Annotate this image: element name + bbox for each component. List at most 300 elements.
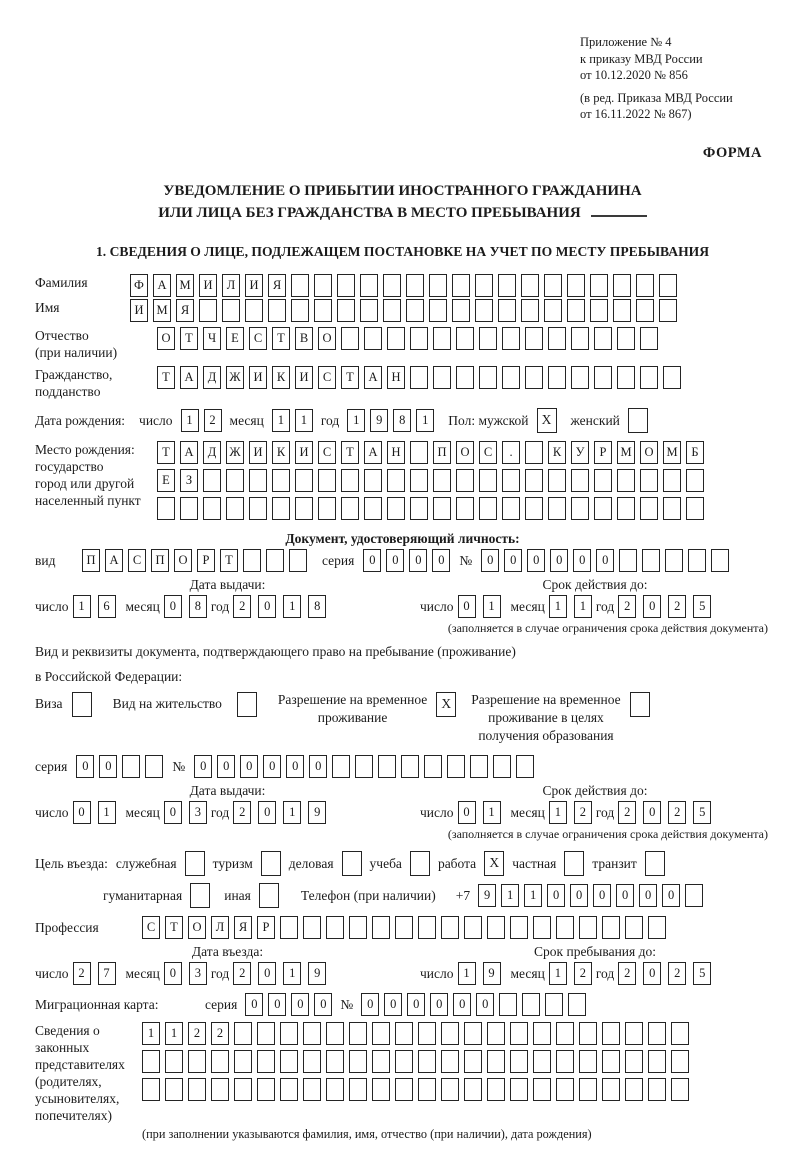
char-cell[interactable]: И <box>245 274 263 297</box>
char-cell[interactable] <box>568 993 586 1016</box>
char-cell[interactable]: 8 <box>393 409 411 432</box>
char-cell[interactable] <box>521 274 539 297</box>
char-cell[interactable] <box>203 469 221 492</box>
char-cell[interactable] <box>395 1050 413 1073</box>
char-cell[interactable]: 0 <box>291 993 309 1016</box>
char-cell[interactable] <box>602 1050 620 1073</box>
char-cell[interactable]: 1 <box>295 409 313 432</box>
char-cell[interactable] <box>383 299 401 322</box>
char-cell[interactable]: К <box>272 441 290 464</box>
char-cell[interactable]: 0 <box>662 884 680 907</box>
char-cell[interactable]: 2 <box>618 595 636 618</box>
char-cell[interactable]: У <box>571 441 589 464</box>
char-cell[interactable] <box>372 1022 390 1045</box>
char-cell[interactable]: 9 <box>478 884 496 907</box>
char-cell[interactable] <box>545 993 563 1016</box>
char-cell[interactable]: 2 <box>233 962 251 985</box>
char-cell[interactable] <box>579 1078 597 1101</box>
char-cell[interactable] <box>479 469 497 492</box>
char-cell[interactable] <box>291 299 309 322</box>
purpose-study-checkbox[interactable] <box>410 851 430 876</box>
char-cell[interactable]: 0 <box>547 884 565 907</box>
char-cell[interactable]: 0 <box>363 549 381 572</box>
char-cell[interactable]: 5 <box>693 595 711 618</box>
char-cell[interactable]: З <box>180 469 198 492</box>
char-cell[interactable] <box>326 916 344 939</box>
char-cell[interactable] <box>433 469 451 492</box>
char-cell[interactable] <box>291 274 309 297</box>
char-cell[interactable] <box>525 497 543 520</box>
char-cell[interactable] <box>590 274 608 297</box>
char-cell[interactable]: 9 <box>483 962 501 985</box>
char-cell[interactable]: 2 <box>668 801 686 824</box>
char-cell[interactable]: 0 <box>194 755 212 778</box>
char-cell[interactable] <box>289 549 307 572</box>
purpose-business-checkbox[interactable] <box>185 851 205 876</box>
char-cell[interactable] <box>510 1022 528 1045</box>
char-cell[interactable]: 0 <box>240 755 258 778</box>
char-cell[interactable] <box>410 441 428 464</box>
char-cell[interactable] <box>499 993 517 1016</box>
residence-permit-checkbox[interactable] <box>237 692 257 717</box>
char-cell[interactable]: Ф <box>130 274 148 297</box>
char-cell[interactable]: 1 <box>73 595 91 618</box>
char-cell[interactable]: 2 <box>618 801 636 824</box>
char-cell[interactable] <box>395 916 413 939</box>
char-cell[interactable]: 5 <box>693 962 711 985</box>
char-cell[interactable]: 1 <box>98 801 116 824</box>
char-cell[interactable]: 0 <box>258 595 276 618</box>
char-cell[interactable] <box>142 1050 160 1073</box>
char-cell[interactable]: 0 <box>458 801 476 824</box>
char-cell[interactable] <box>180 497 198 520</box>
char-cell[interactable] <box>487 1050 505 1073</box>
char-cell[interactable] <box>360 274 378 297</box>
char-cell[interactable] <box>456 366 474 389</box>
char-cell[interactable]: 9 <box>370 409 388 432</box>
char-cell[interactable] <box>522 993 540 1016</box>
char-cell[interactable]: О <box>640 441 658 464</box>
char-cell[interactable] <box>303 1078 321 1101</box>
char-cell[interactable] <box>625 1022 643 1045</box>
char-cell[interactable] <box>387 327 405 350</box>
char-cell[interactable] <box>686 497 704 520</box>
char-cell[interactable] <box>199 299 217 322</box>
char-cell[interactable] <box>498 299 516 322</box>
char-cell[interactable] <box>257 1078 275 1101</box>
char-cell[interactable]: 7 <box>98 962 116 985</box>
char-cell[interactable]: 2 <box>204 409 222 432</box>
char-cell[interactable] <box>510 1078 528 1101</box>
char-cell[interactable] <box>479 366 497 389</box>
char-cell[interactable] <box>502 327 520 350</box>
char-cell[interactable]: 0 <box>361 993 379 1016</box>
char-cell[interactable] <box>410 327 428 350</box>
char-cell[interactable] <box>395 1078 413 1101</box>
char-cell[interactable]: 0 <box>504 549 522 572</box>
char-cell[interactable] <box>548 497 566 520</box>
char-cell[interactable]: Ж <box>226 366 244 389</box>
char-cell[interactable]: И <box>295 366 313 389</box>
char-cell[interactable] <box>502 469 520 492</box>
char-cell[interactable] <box>266 549 284 572</box>
char-cell[interactable]: 6 <box>98 595 116 618</box>
char-cell[interactable] <box>502 366 520 389</box>
char-cell[interactable]: И <box>249 441 267 464</box>
char-cell[interactable]: 0 <box>573 549 591 572</box>
char-cell[interactable] <box>303 916 321 939</box>
char-cell[interactable] <box>665 549 683 572</box>
char-cell[interactable] <box>355 755 373 778</box>
char-cell[interactable]: 1 <box>549 801 567 824</box>
char-cell[interactable]: 0 <box>476 993 494 1016</box>
char-cell[interactable] <box>280 1050 298 1073</box>
char-cell[interactable] <box>671 1050 689 1073</box>
char-cell[interactable]: 0 <box>432 549 450 572</box>
char-cell[interactable]: 2 <box>211 1022 229 1045</box>
char-cell[interactable] <box>594 327 612 350</box>
char-cell[interactable] <box>341 497 359 520</box>
char-cell[interactable] <box>211 1078 229 1101</box>
char-cell[interactable]: 9 <box>308 962 326 985</box>
char-cell[interactable] <box>272 469 290 492</box>
char-cell[interactable] <box>571 327 589 350</box>
char-cell[interactable] <box>613 274 631 297</box>
char-cell[interactable]: 0 <box>258 962 276 985</box>
char-cell[interactable] <box>711 549 729 572</box>
char-cell[interactable] <box>383 274 401 297</box>
char-cell[interactable]: К <box>272 366 290 389</box>
char-cell[interactable] <box>349 916 367 939</box>
char-cell[interactable] <box>571 366 589 389</box>
char-cell[interactable]: 0 <box>593 884 611 907</box>
char-cell[interactable]: Т <box>272 327 290 350</box>
char-cell[interactable]: 1 <box>501 884 519 907</box>
char-cell[interactable]: И <box>199 274 217 297</box>
char-cell[interactable]: М <box>176 274 194 297</box>
char-cell[interactable] <box>364 469 382 492</box>
char-cell[interactable] <box>636 274 654 297</box>
char-cell[interactable] <box>521 299 539 322</box>
char-cell[interactable] <box>188 1078 206 1101</box>
char-cell[interactable] <box>349 1078 367 1101</box>
char-cell[interactable]: 0 <box>643 801 661 824</box>
char-cell[interactable]: 3 <box>189 962 207 985</box>
purpose-other-checkbox[interactable] <box>259 883 279 908</box>
char-cell[interactable] <box>456 327 474 350</box>
char-cell[interactable]: 0 <box>386 549 404 572</box>
char-cell[interactable]: А <box>364 441 382 464</box>
char-cell[interactable] <box>280 1022 298 1045</box>
char-cell[interactable]: Ж <box>226 441 244 464</box>
char-cell[interactable]: 1 <box>549 595 567 618</box>
char-cell[interactable] <box>556 1022 574 1045</box>
char-cell[interactable]: Б <box>686 441 704 464</box>
char-cell[interactable]: П <box>151 549 169 572</box>
char-cell[interactable]: Р <box>257 916 275 939</box>
char-cell[interactable]: 2 <box>574 962 592 985</box>
char-cell[interactable]: 1 <box>283 962 301 985</box>
char-cell[interactable] <box>590 299 608 322</box>
char-cell[interactable] <box>594 366 612 389</box>
char-cell[interactable] <box>464 916 482 939</box>
char-cell[interactable] <box>487 916 505 939</box>
char-cell[interactable]: 1 <box>524 884 542 907</box>
char-cell[interactable] <box>280 1078 298 1101</box>
char-cell[interactable] <box>571 469 589 492</box>
char-cell[interactable] <box>418 916 436 939</box>
char-cell[interactable] <box>533 1078 551 1101</box>
char-cell[interactable] <box>165 1078 183 1101</box>
char-cell[interactable]: 0 <box>258 801 276 824</box>
char-cell[interactable]: 1 <box>483 595 501 618</box>
char-cell[interactable] <box>479 327 497 350</box>
char-cell[interactable]: 1 <box>142 1022 160 1045</box>
char-cell[interactable] <box>525 327 543 350</box>
char-cell[interactable] <box>688 549 706 572</box>
char-cell[interactable]: 1 <box>549 962 567 985</box>
char-cell[interactable] <box>685 884 703 907</box>
char-cell[interactable] <box>401 755 419 778</box>
char-cell[interactable] <box>234 1050 252 1073</box>
char-cell[interactable] <box>556 1078 574 1101</box>
char-cell[interactable] <box>337 274 355 297</box>
char-cell[interactable]: Л <box>222 274 240 297</box>
char-cell[interactable] <box>475 299 493 322</box>
char-cell[interactable] <box>372 1050 390 1073</box>
char-cell[interactable] <box>602 916 620 939</box>
char-cell[interactable] <box>636 299 654 322</box>
char-cell[interactable] <box>640 497 658 520</box>
char-cell[interactable]: Я <box>234 916 252 939</box>
char-cell[interactable]: 0 <box>73 801 91 824</box>
char-cell[interactable] <box>441 1078 459 1101</box>
char-cell[interactable] <box>648 916 666 939</box>
char-cell[interactable] <box>671 1022 689 1045</box>
char-cell[interactable]: 0 <box>430 993 448 1016</box>
char-cell[interactable] <box>648 1078 666 1101</box>
char-cell[interactable]: 0 <box>217 755 235 778</box>
char-cell[interactable] <box>249 497 267 520</box>
char-cell[interactable] <box>318 497 336 520</box>
char-cell[interactable] <box>410 366 428 389</box>
char-cell[interactable] <box>410 497 428 520</box>
char-cell[interactable] <box>498 274 516 297</box>
char-cell[interactable] <box>122 755 140 778</box>
char-cell[interactable] <box>659 299 677 322</box>
char-cell[interactable]: 0 <box>643 962 661 985</box>
char-cell[interactable]: Н <box>387 441 405 464</box>
char-cell[interactable] <box>533 1022 551 1045</box>
char-cell[interactable] <box>594 469 612 492</box>
char-cell[interactable] <box>234 1022 252 1045</box>
char-cell[interactable] <box>464 1022 482 1045</box>
char-cell[interactable] <box>663 469 681 492</box>
char-cell[interactable] <box>226 469 244 492</box>
char-cell[interactable] <box>364 327 382 350</box>
char-cell[interactable]: 0 <box>268 993 286 1016</box>
char-cell[interactable] <box>349 1050 367 1073</box>
char-cell[interactable]: О <box>188 916 206 939</box>
char-cell[interactable]: 1 <box>416 409 434 432</box>
sex-female-checkbox[interactable] <box>628 408 648 433</box>
char-cell[interactable] <box>303 1022 321 1045</box>
char-cell[interactable]: 0 <box>309 755 327 778</box>
char-cell[interactable] <box>502 497 520 520</box>
char-cell[interactable] <box>337 299 355 322</box>
char-cell[interactable] <box>424 755 442 778</box>
char-cell[interactable]: 0 <box>616 884 634 907</box>
char-cell[interactable] <box>617 327 635 350</box>
char-cell[interactable] <box>544 299 562 322</box>
char-cell[interactable] <box>516 755 534 778</box>
char-cell[interactable]: 0 <box>286 755 304 778</box>
char-cell[interactable] <box>617 497 635 520</box>
char-cell[interactable]: И <box>249 366 267 389</box>
char-cell[interactable] <box>464 1050 482 1073</box>
char-cell[interactable] <box>493 755 511 778</box>
char-cell[interactable] <box>257 1050 275 1073</box>
char-cell[interactable]: К <box>548 441 566 464</box>
char-cell[interactable] <box>326 1050 344 1073</box>
char-cell[interactable]: О <box>174 549 192 572</box>
char-cell[interactable]: Л <box>211 916 229 939</box>
char-cell[interactable] <box>245 299 263 322</box>
char-cell[interactable]: С <box>479 441 497 464</box>
char-cell[interactable] <box>663 497 681 520</box>
char-cell[interactable]: 5 <box>693 801 711 824</box>
char-cell[interactable] <box>145 755 163 778</box>
char-cell[interactable]: 0 <box>263 755 281 778</box>
char-cell[interactable] <box>295 469 313 492</box>
char-cell[interactable]: Т <box>341 441 359 464</box>
char-cell[interactable] <box>452 299 470 322</box>
char-cell[interactable]: Т <box>180 327 198 350</box>
char-cell[interactable] <box>625 1078 643 1101</box>
char-cell[interactable]: М <box>153 299 171 322</box>
char-cell[interactable] <box>441 916 459 939</box>
char-cell[interactable]: В <box>295 327 313 350</box>
char-cell[interactable] <box>642 549 660 572</box>
char-cell[interactable]: 1 <box>574 595 592 618</box>
char-cell[interactable]: 1 <box>283 801 301 824</box>
char-cell[interactable] <box>326 1078 344 1101</box>
char-cell[interactable] <box>360 299 378 322</box>
purpose-work-checkbox[interactable]: X <box>484 851 504 876</box>
char-cell[interactable] <box>418 1078 436 1101</box>
char-cell[interactable]: Т <box>341 366 359 389</box>
char-cell[interactable]: . <box>502 441 520 464</box>
char-cell[interactable]: Я <box>176 299 194 322</box>
char-cell[interactable] <box>548 469 566 492</box>
char-cell[interactable] <box>594 497 612 520</box>
char-cell[interactable]: 0 <box>384 993 402 1016</box>
char-cell[interactable]: Д <box>203 441 221 464</box>
char-cell[interactable] <box>487 1078 505 1101</box>
char-cell[interactable]: Н <box>387 366 405 389</box>
char-cell[interactable]: 1 <box>272 409 290 432</box>
char-cell[interactable]: 2 <box>188 1022 206 1045</box>
char-cell[interactable] <box>659 274 677 297</box>
char-cell[interactable]: 0 <box>245 993 263 1016</box>
char-cell[interactable] <box>406 274 424 297</box>
char-cell[interactable] <box>406 299 424 322</box>
char-cell[interactable]: П <box>82 549 100 572</box>
char-cell[interactable] <box>257 1022 275 1045</box>
char-cell[interactable]: 0 <box>164 801 182 824</box>
purpose-transit-checkbox[interactable] <box>645 851 665 876</box>
char-cell[interactable] <box>525 441 543 464</box>
char-cell[interactable] <box>243 549 261 572</box>
char-cell[interactable]: 0 <box>409 549 427 572</box>
char-cell[interactable]: Т <box>220 549 238 572</box>
char-cell[interactable]: 8 <box>189 595 207 618</box>
char-cell[interactable]: 2 <box>574 801 592 824</box>
char-cell[interactable] <box>525 469 543 492</box>
char-cell[interactable] <box>418 1022 436 1045</box>
char-cell[interactable] <box>625 1050 643 1073</box>
char-cell[interactable]: 0 <box>76 755 94 778</box>
char-cell[interactable] <box>429 299 447 322</box>
char-cell[interactable]: 0 <box>596 549 614 572</box>
char-cell[interactable] <box>456 497 474 520</box>
char-cell[interactable] <box>222 299 240 322</box>
char-cell[interactable] <box>567 274 585 297</box>
char-cell[interactable] <box>226 497 244 520</box>
char-cell[interactable] <box>314 299 332 322</box>
char-cell[interactable] <box>318 469 336 492</box>
char-cell[interactable]: 0 <box>314 993 332 1016</box>
char-cell[interactable] <box>387 497 405 520</box>
char-cell[interactable] <box>640 327 658 350</box>
char-cell[interactable] <box>157 497 175 520</box>
char-cell[interactable]: А <box>364 366 382 389</box>
char-cell[interactable]: С <box>249 327 267 350</box>
char-cell[interactable] <box>349 1022 367 1045</box>
char-cell[interactable] <box>314 274 332 297</box>
char-cell[interactable]: 0 <box>99 755 117 778</box>
char-cell[interactable] <box>602 1078 620 1101</box>
char-cell[interactable] <box>533 916 551 939</box>
char-cell[interactable] <box>441 1050 459 1073</box>
char-cell[interactable]: 0 <box>164 962 182 985</box>
char-cell[interactable]: 0 <box>639 884 657 907</box>
char-cell[interactable] <box>372 916 390 939</box>
char-cell[interactable]: 0 <box>407 993 425 1016</box>
char-cell[interactable]: Т <box>165 916 183 939</box>
char-cell[interactable]: А <box>153 274 171 297</box>
char-cell[interactable]: 0 <box>164 595 182 618</box>
char-cell[interactable] <box>410 469 428 492</box>
visa-checkbox[interactable] <box>72 692 92 717</box>
char-cell[interactable]: 1 <box>181 409 199 432</box>
char-cell[interactable] <box>579 1050 597 1073</box>
char-cell[interactable]: О <box>318 327 336 350</box>
char-cell[interactable] <box>648 1022 666 1045</box>
char-cell[interactable] <box>433 366 451 389</box>
char-cell[interactable]: 3 <box>189 801 207 824</box>
char-cell[interactable]: А <box>105 549 123 572</box>
char-cell[interactable] <box>510 1050 528 1073</box>
char-cell[interactable] <box>249 469 267 492</box>
char-cell[interactable]: А <box>180 366 198 389</box>
char-cell[interactable] <box>341 469 359 492</box>
char-cell[interactable]: Р <box>197 549 215 572</box>
char-cell[interactable] <box>165 1050 183 1073</box>
char-cell[interactable] <box>510 916 528 939</box>
char-cell[interactable] <box>372 1078 390 1101</box>
char-cell[interactable] <box>544 274 562 297</box>
